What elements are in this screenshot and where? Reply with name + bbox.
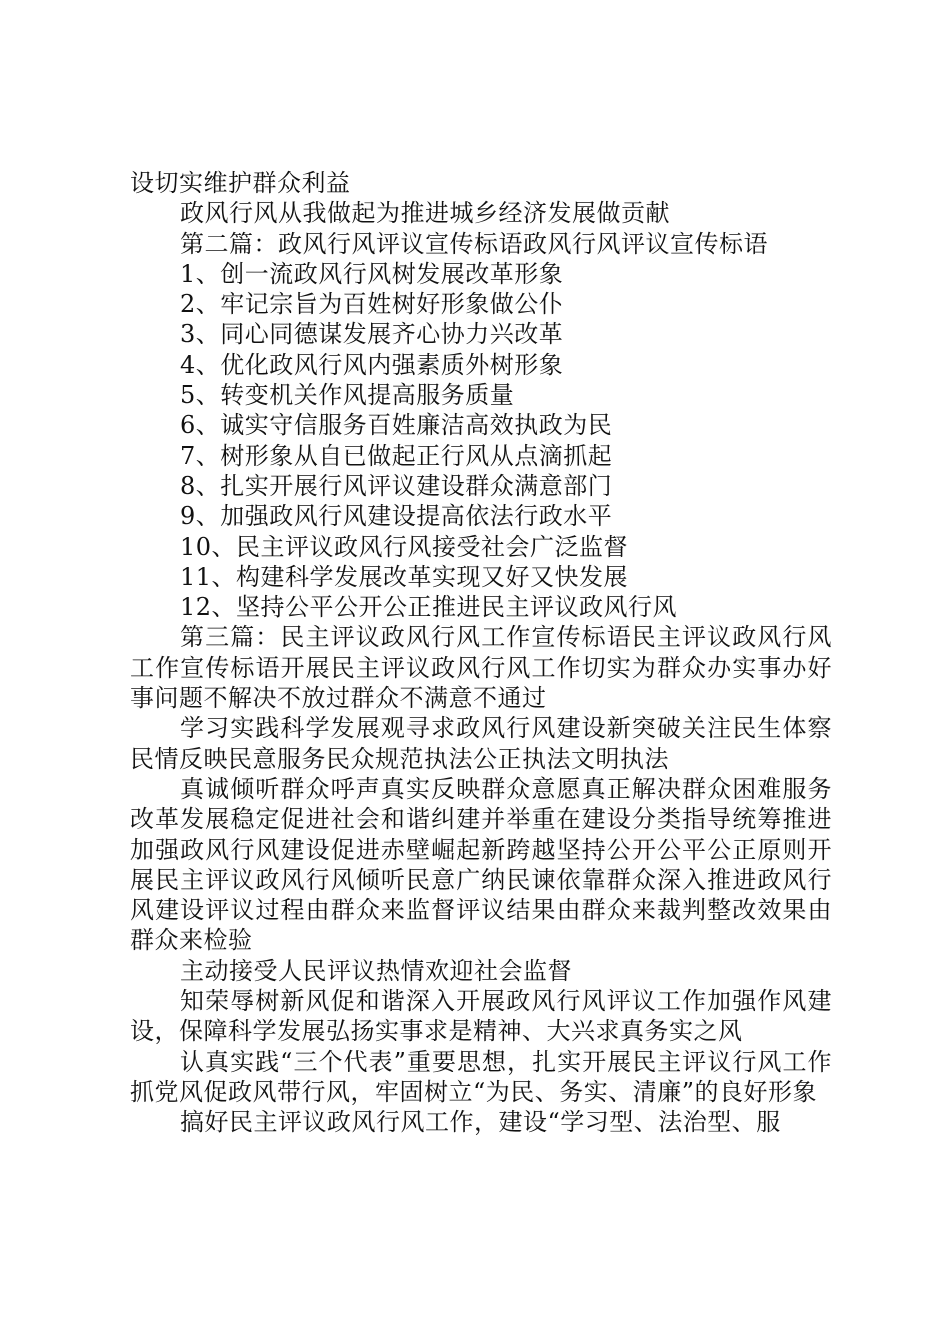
paragraph-continuation: 设切实维护群众利益 — [130, 169, 351, 197]
body-paragraph: 知荣辱树新风促和谐深入开展政风行风评议工作加强作风建设，保障科学发展弘扬实事求是精神、大兴求真务实之风 — [130, 987, 832, 1046]
slogan-item-2: 2、牢记宗旨为百姓树好形象做公仆 — [180, 290, 564, 319]
body-paragraph: 学习实践科学发展观寻求政风行风建设新突破关注民生体察民情反映民意服务民众规范执法公正执法文明执法 — [130, 714, 832, 773]
body-paragraph: 主动接受人民评议热情欢迎社会监督 — [180, 956, 572, 985]
body-paragraph: 真诚倾听群众呼声真实反映群众意愿真正解决群众困难服务改革发展稳定促进社会和谐纠建并举重在建设分类指导统筹推进加强政风行风建设促进赤壁崛起新跨越坚持公开公平公正原则开展民主评议政风行风倾听民意广纳民谏依靠群众深入推进政风行风建设评议过程由群众来监督评议结果由群众来裁判整改效果由群众来检验 — [130, 774, 832, 955]
slogan-item-5: 5、转变机关作风提高服务质量 — [180, 381, 515, 410]
slogan-item-4: 4、优化政风行风内强素质外树形象 — [180, 350, 564, 379]
slogan-item-7: 7、树形象从自已做起正行风从点滴抓起 — [180, 441, 613, 470]
section-heading-part-two: 第二篇：政风行风评议宣传标语政风行风评议宣传标语 — [180, 229, 768, 258]
slogan-item-1: 1、创一流政风行风树发展改革形象 — [180, 259, 564, 288]
slogan-item-12: 12、坚持公平公开公正推进民主评议政风行风 — [180, 593, 678, 622]
document-body — [130, 168, 832, 1138]
slogan-item-8: 8、扎实开展行风评议建设群众满意部门 — [180, 471, 613, 500]
slogan-item-10: 10、民主评议政风行风接受社会广泛监督 — [180, 532, 629, 561]
body-paragraph: 搞好民主评议政风行风工作，建设“学习型、法治型、服 — [180, 1108, 781, 1137]
section-heading-part-three: 第三篇：民主评议政风行风工作宣传标语民主评议政风行风工作宣传标语开展民主评议政风行风工作切实为群众办实事办好事问题不解决不放过群众不满意不通过 — [130, 623, 832, 713]
slogan-line: 政风行风从我做起为推进城乡经济发展做贡献 — [180, 199, 670, 228]
slogan-item-9: 9、加强政风行风建设提高依法行政水平 — [180, 502, 613, 531]
slogan-item-11: 11、构建科学发展改革实现又好又快发展 — [180, 562, 629, 591]
body-paragraph: 认真实践“三个代表”重要思想，扎实开展民主评议行风工作抓党风促政风带行风，牢固树立“为民、务实、清廉”的良好形象 — [130, 1047, 832, 1106]
slogan-item-6: 6、诚实守信服务百姓廉洁高效执政为民 — [180, 411, 613, 440]
slogan-item-3: 3、同心同德谋发展齐心协力兴改革 — [180, 320, 564, 349]
